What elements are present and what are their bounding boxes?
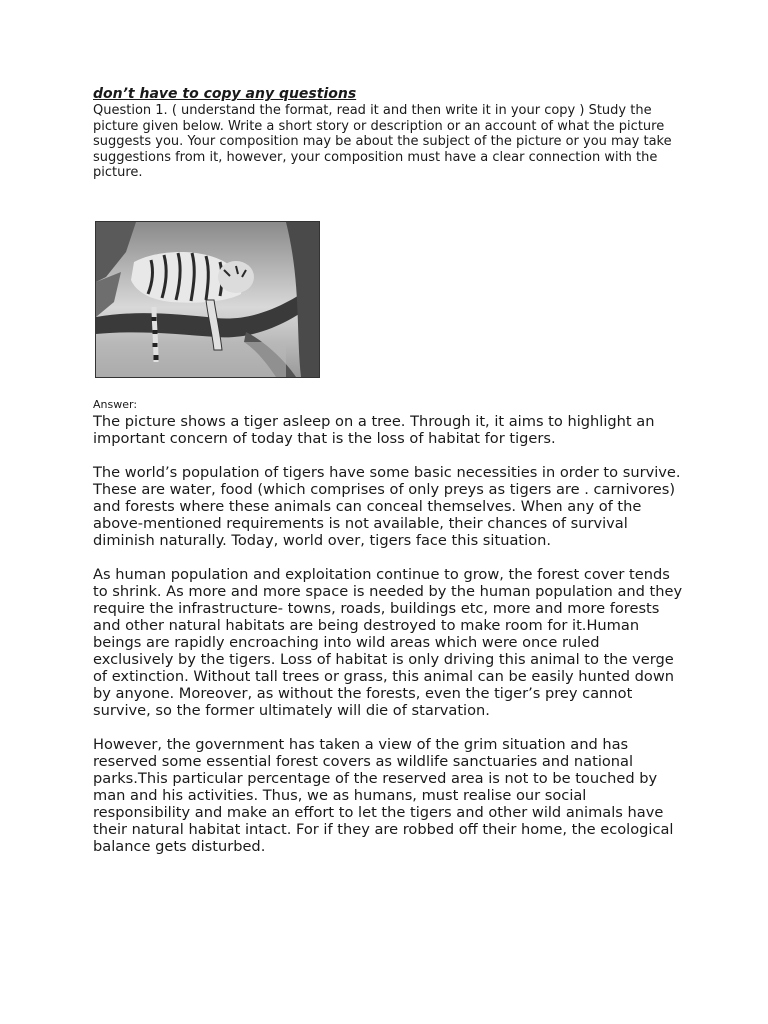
document-page — [93, 86, 693, 872]
answer-paragraph: As human population and exploitation continue to grow, the forest cover tends to shrink. As more and more space is needed by the human population and they require the infrastructure- towns, roads, buildings etc, more and more forests and other natural habitats are being destroyed to make room for it.Human beings are rapidly encroaching into wild areas which were once ruled exclusively by the tigers. Loss of habitat is only driving this animal to the verge of extinction. Without tall trees or grass, this animal can be easily hunted down by anyone. Moreover, as without the forests, even the tiger’s prey cannot survive, so the former ultimately will die of starvation. — [93, 565, 683, 719]
question-text: Question 1. ( understand the format, read it and then write it in your copy ) Study the picture given below. Write a short story or description or an account of what the picture suggests you. Your composition may be about the subject of the picture or you may take suggestions from it, however, your composition must have a clear connection with the picture. — [93, 103, 672, 181]
answer-paragraph: However, the government has taken a view of the grim situation and has reserved some essential forest covers as wildlife sanctuaries and national parks.This particular percentage of the reserved area is not to be touched by man and his activities. Thus, we as humans, must realise our social responsibility and make an effort to let the tigers and other wild animals have their natural habitat intact. For if they are robbed off their home, the ecological balance gets disturbed. — [93, 735, 674, 855]
answer-label: Answer: — [93, 397, 138, 411]
answer-paragraph: The world’s population of tigers have some basic necessities in order to survive. These are water, food (which comprises of only preys as tigers are . carnivores) and forests where these animals can conceal themselves. When any of the above-mentioned requirements is not available, their chances of survival diminish naturally. Today, world over, tigers face this situation. — [93, 463, 681, 549]
answer-paragraph: The picture shows a tiger asleep on a tree. Through it, it aims to highlight an important concern of today that is the loss of habitat for tigers. — [93, 412, 655, 447]
page-heading: don’t have to copy any questions — [93, 86, 357, 102]
tiger-on-tree-image — [95, 221, 320, 378]
